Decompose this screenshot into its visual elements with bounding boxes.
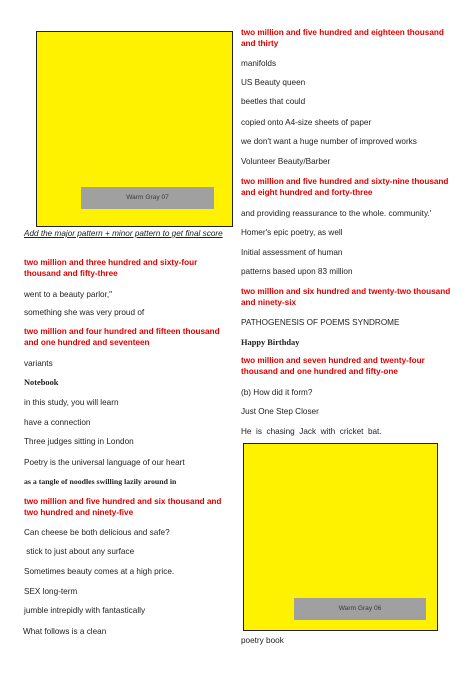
yellow-swatch-bottom bbox=[243, 443, 438, 631]
body-text: US Beauty queen bbox=[241, 78, 306, 87]
body-text: jumble intrepidly with fantastically bbox=[24, 606, 146, 615]
red-number-text: two million and four hundred and fifteen thousand and one hundred and seventeen bbox=[24, 327, 220, 347]
body-text: in this study, you will learn bbox=[24, 398, 119, 407]
body-text: Volunteer Beauty/Barber bbox=[241, 157, 331, 166]
body-text: PATHOGENESIS OF POEMS SYNDROME bbox=[241, 318, 400, 327]
body-text: variants bbox=[24, 359, 53, 368]
red-number-text: two million and seven hundred and twenty-four thousand and one hundred and fifty-one bbox=[241, 356, 425, 376]
body-text: patterns based upon 83 million bbox=[241, 267, 353, 276]
swatch-label: Warm Gray 07 bbox=[81, 187, 214, 209]
body-text: Sometimes beauty comes at a high price. bbox=[24, 567, 175, 576]
body-text: and providing reassurance to the whole. community.' bbox=[241, 209, 432, 218]
red-number-text: two million and five hundred and six thousand and two hundred and ninety-five bbox=[24, 497, 222, 517]
red-number-text: two million and three hundred and sixty-four thousand and fifty-three bbox=[24, 258, 198, 278]
body-text: manifolds bbox=[241, 59, 277, 68]
body-text: we don't want a huge number of improved works bbox=[241, 137, 417, 146]
red-number-text: two million and five hundred and sixty-nine thousand and eight hundred and forty-three bbox=[241, 177, 449, 197]
body-text: stick to just about any surface bbox=[24, 547, 135, 556]
body-text: Three judges sitting in London bbox=[24, 437, 134, 446]
body-text: SEX long-term bbox=[24, 587, 78, 596]
body-text: Just One Step Closer bbox=[241, 407, 319, 416]
body-text: Can cheese be both delicious and safe? bbox=[24, 528, 170, 537]
swatch-label: Warm Gray 06 bbox=[294, 598, 426, 620]
red-number-text: two million and five hundred and eighteen thousand and thirty bbox=[241, 28, 444, 48]
body-text: have a connection bbox=[24, 418, 91, 427]
body-text: poetry book bbox=[241, 636, 284, 645]
body-text: copied onto A4-size sheets of paper bbox=[241, 118, 372, 127]
body-text: went to a beauty parlor," bbox=[24, 290, 113, 299]
body-text: beetles that could bbox=[241, 97, 306, 106]
yellow-swatch-top bbox=[36, 31, 233, 227]
body-text: Poetry is the universal language of our heart bbox=[24, 458, 185, 467]
instruction-text: Add the major pattern + minor pattern to get final score bbox=[24, 229, 223, 238]
body-text: What follows is a clean bbox=[23, 627, 107, 636]
heading-text: Happy Birthday bbox=[241, 338, 300, 347]
body-text: He is chasing Jack with cricket bat. bbox=[241, 427, 382, 436]
body-text: Initial assessment of human bbox=[241, 248, 343, 257]
red-number-text: two million and six hundred and twenty-two thousand and ninety-six bbox=[241, 287, 451, 307]
heading-text: as a tangle of noodles swilling lazily around in bbox=[24, 477, 177, 486]
body-text: Homer's epic poetry, as well bbox=[241, 228, 343, 237]
heading-text: Notebook bbox=[24, 378, 59, 387]
body-text: (b) How did it form? bbox=[241, 388, 313, 397]
body-text: something she was very proud of bbox=[24, 308, 145, 317]
